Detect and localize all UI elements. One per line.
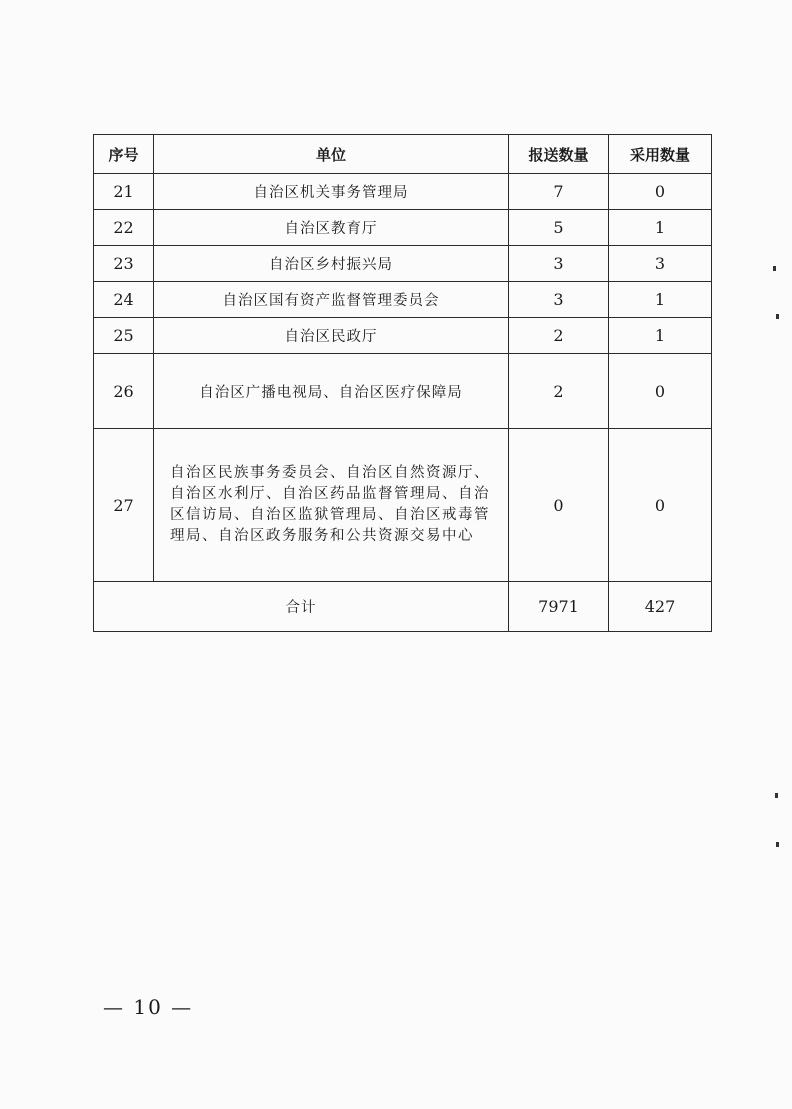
table-row <box>94 282 712 318</box>
table-total-row <box>94 582 712 632</box>
row-no: 24 <box>94 282 154 318</box>
table-row <box>94 246 712 282</box>
row-unit: 自治区广播电视局、自治区医疗保障局 <box>154 354 509 429</box>
row-no: 23 <box>94 246 154 282</box>
row-sent: 0 <box>509 429 609 582</box>
row-unit: 自治区乡村振兴局 <box>154 246 509 282</box>
row-no: 22 <box>94 210 154 246</box>
row-used: 0 <box>609 354 712 429</box>
page-number: — 10 — <box>103 995 194 1019</box>
row-no: 26 <box>94 354 154 429</box>
row-unit: 自治区国有资产监督管理委员会 <box>154 282 509 318</box>
statistics-table <box>93 134 712 632</box>
row-sent: 2 <box>509 354 609 429</box>
row-sent: 5 <box>509 210 609 246</box>
row-used: 1 <box>609 210 712 246</box>
row-no: 27 <box>94 429 154 582</box>
table-row <box>94 318 712 354</box>
scan-speck <box>773 266 776 271</box>
row-sent: 7 <box>509 174 609 210</box>
table-row <box>94 210 712 246</box>
total-label: 合计 <box>94 582 509 632</box>
total-used: 427 <box>609 582 712 632</box>
row-unit: 自治区机关事务管理局 <box>154 174 509 210</box>
header-used: 采用数量 <box>609 135 712 174</box>
row-no: 21 <box>94 174 154 210</box>
row-used: 1 <box>609 282 712 318</box>
row-no: 25 <box>94 318 154 354</box>
table-row <box>94 429 712 582</box>
row-unit: 自治区民族事务委员会、自治区自然资源厅、自治区水利厅、自治区药品监督管理局、自治区信访局、自治区监狱管理局、自治区戒毒管理局、自治区政务服务和公共资源交易中心 <box>154 429 509 582</box>
scan-speck <box>776 314 779 319</box>
header-sent: 报送数量 <box>509 135 609 174</box>
row-unit: 自治区民政厅 <box>154 318 509 354</box>
header-unit: 单位 <box>154 135 509 174</box>
row-used: 1 <box>609 318 712 354</box>
row-sent: 3 <box>509 282 609 318</box>
row-used: 3 <box>609 246 712 282</box>
row-sent: 2 <box>509 318 609 354</box>
scan-speck <box>775 793 778 798</box>
table-row <box>94 354 712 429</box>
table-header-row <box>94 135 712 174</box>
row-used: 0 <box>609 429 712 582</box>
scan-speck <box>776 842 779 847</box>
header-no: 序号 <box>94 135 154 174</box>
row-unit: 自治区教育厅 <box>154 210 509 246</box>
row-used: 0 <box>609 174 712 210</box>
row-sent: 3 <box>509 246 609 282</box>
total-sent: 7971 <box>509 582 609 632</box>
table-row <box>94 174 712 210</box>
